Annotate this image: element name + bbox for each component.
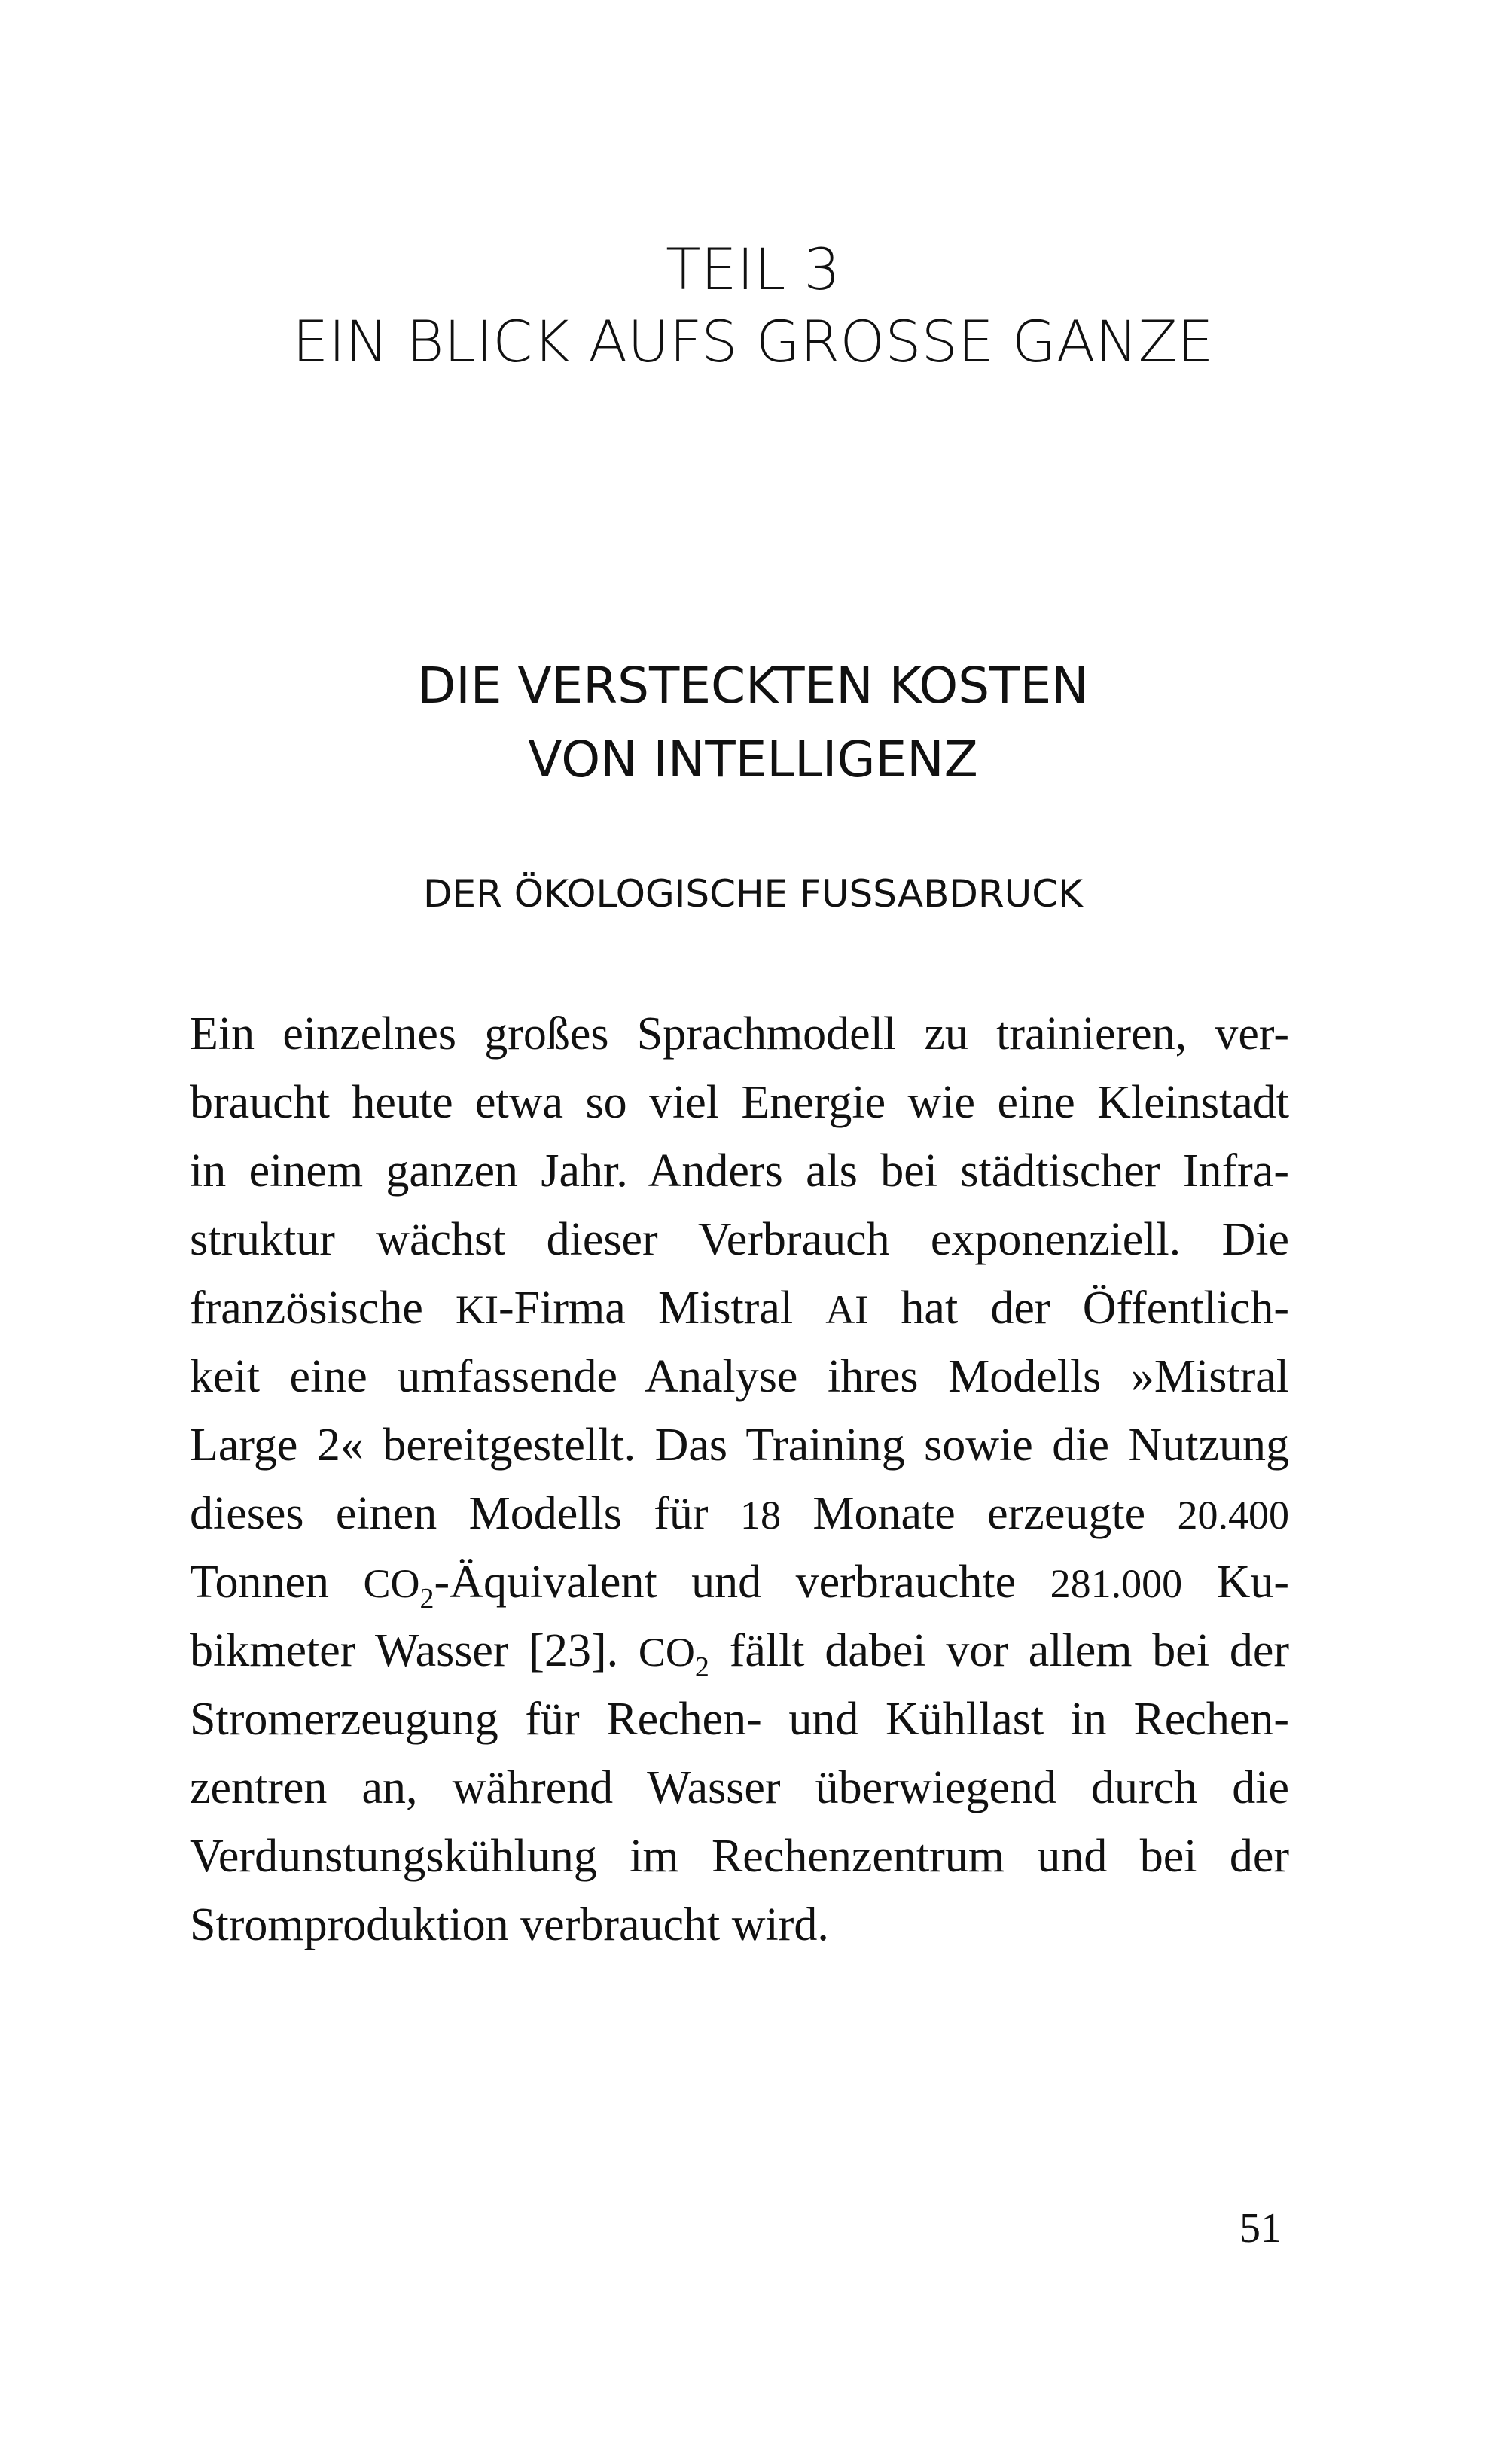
page-number: 51 [1239, 2205, 1282, 2252]
text-span: fällt dabei vor allem bei der [709, 1625, 1289, 1676]
text-line: Stromproduktion verbraucht wird. [190, 1899, 829, 1950]
number: 281.000 [1050, 1561, 1183, 1606]
subscript: 2 [694, 1651, 709, 1683]
subscript: 2 [419, 1583, 434, 1615]
text-span: -Firma Mistral [498, 1282, 826, 1334]
text-line: Large 2« bereitgestellt. Das Training sowie die Nutzung [190, 1420, 1289, 1471]
text-span: Monate erzeugte [780, 1488, 1178, 1539]
text-span: bikmeter Wasser [23]. [190, 1625, 639, 1676]
part-title: EIN BLICK AUFS GROSSE GANZE [292, 308, 1214, 375]
text-line: Stromerzeugung für Rechen- und Kühllast in Rechen- [190, 1694, 1289, 1745]
chapter-heading [0, 649, 1506, 797]
text-line [190, 1548, 1289, 1617]
text-span: Ku- [1182, 1557, 1289, 1608]
text-span: dieses einen Modells für [190, 1488, 740, 1539]
text-line [190, 1274, 1289, 1343]
text-line [190, 1480, 1289, 1548]
text-line: braucht heute etwa so viel Energie wie eine Kleinstadt [190, 1077, 1289, 1128]
text-line: keit eine umfassende Analyse ihres Modells »Mistral [190, 1351, 1289, 1402]
text-line: in einem ganzen Jahr. Anders als bei städtischer Infra- [190, 1145, 1289, 1197]
number: 18 [739, 1493, 781, 1538]
abbreviation: KI [456, 1287, 499, 1332]
chapter-title-line-2: VON INTELLIGENZ [528, 730, 978, 788]
text-span: Tonnen [190, 1557, 364, 1608]
text-line [190, 1617, 1289, 1685]
text-span: französische [190, 1282, 456, 1334]
text-span: hat der Öffentlich- [868, 1282, 1290, 1334]
text-line: zentren an, während Wasser überwiegend durch die [190, 1762, 1289, 1813]
part-heading [0, 233, 1506, 378]
chemical-formula: CO [363, 1561, 420, 1606]
body-paragraph [190, 1000, 1289, 1959]
text-line: Ein einzelnes großes Sprachmodell zu trainieren, ver- [190, 1008, 1289, 1060]
part-number: TEIL 3 [666, 236, 840, 303]
text-span: -Äquivalent und verbrauchte [434, 1557, 1050, 1608]
text-line: Verdunstungskühlung im Rechenzentrum und bei der [190, 1831, 1289, 1882]
chemical-formula: CO [638, 1630, 695, 1675]
text-line: struktur wächst dieser Verbrauch exponenziell. Die [190, 1214, 1289, 1265]
section-heading: DER ÖKOLOGISCHE FUSSABDRUCK [423, 872, 1083, 916]
number: 20.400 [1177, 1493, 1289, 1538]
abbreviation: AI [825, 1287, 869, 1332]
chapter-title-line-1: DIE VERSTECKTEN KOSTEN [417, 657, 1089, 715]
